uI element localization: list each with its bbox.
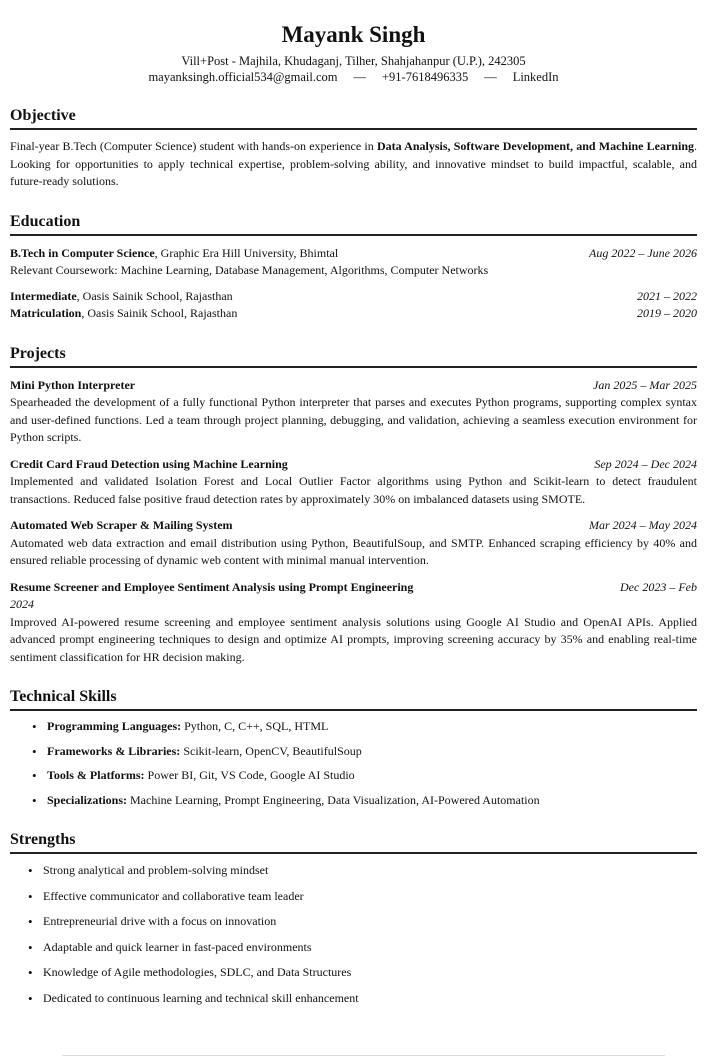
skill-item [10,792,697,810]
education-group [10,288,697,323]
skill-label: Programming Languages: [47,719,182,733]
section-strengths [10,830,697,1007]
degree-name: B.Tech in Computer Science [10,245,155,260]
project-date-wrapped: 2024 [10,597,34,611]
project-header-row [10,377,697,395]
project-date: Dec 2023 – Feb [620,579,697,594]
education-degree-line [10,305,237,323]
strength-item: • Entrepreneurial drive with a focus on innovation [10,913,697,931]
education-row [10,288,697,306]
education-row [10,245,697,263]
resume-header [10,22,697,85]
project-date: Sep 2024 – Dec 2024 [594,456,697,471]
institution-name: , Graphic Era Hill University, Bhimtal [154,245,339,260]
skill-values: Scikit-learn, OpenCV, BeautifulSoup [180,743,362,758]
section-objective [10,106,697,191]
project-item [10,456,697,509]
education-date: 2021 – 2022 [637,288,697,303]
project-header-row [10,456,697,474]
project-item [10,377,697,447]
project-description: Automated web data extraction and email distribution using Python, BeautifulSoup, and SMTP. Enhanced scraping efficiency by 40% and ensured reliable processing of dynamic web content with minimal manual intervention. [10,535,697,567]
section-title-education: Education [10,212,697,236]
separator-dash: — [353,70,366,84]
skill-values: Machine Learning, Prompt Engineering, Data Visualization, AI-Powered Automation [127,792,540,807]
section-title-technical-skills: Technical Skills [10,687,697,711]
separator-dash: — [484,70,497,84]
education-row [10,305,697,323]
objective-text-post: . Looking for opportunities to apply technical expertise, problem-solving ability, and innovative mindset to build impactful, scalable, and future-ready solutions. [10,139,698,188]
education-coursework: Relevant Coursework: Machine Learning, Database Management, Algorithms, Computer Networks [10,263,489,277]
project-item [10,517,697,570]
skill-values: Power BI, Git, VS Code, Google AI Studio [144,768,355,782]
strength-item: • Strong analytical and problem-solving mindset [10,862,697,880]
skill-label: Frameworks & Libraries: [47,743,181,758]
institution-name: , Oasis Sainik School, Rajasthan [81,306,238,320]
objective-text-bold: Data Analysis, Software Development, and Machine Learning [376,139,695,153]
education-degree-line [10,245,338,263]
project-description: Improved AI-powered resume screening and employee sentiment analysis solutions using Google AI Studio and OpenAI APIs. Applied advanced prompt engineering techniques to design and optimize AI prompts, improving screening accuracy by 35% and enabling real-time sentiment classification for HR decision making. [10,614,697,664]
skill-label: Tools & Platforms: [47,768,145,782]
phone-number[interactable]: +91-7618496335 [381,70,469,84]
section-technical-skills [10,687,697,809]
strength-item: • Effective communicator and collaborative team leader [10,888,697,906]
address-line: Vill+Post - Majhila, Khudaganj, Tilher, Shahjahanpur (U.P.), 242305 [181,54,526,68]
technical-skills-list [10,718,697,809]
section-title-strengths: Strengths [10,830,697,854]
skill-item [10,718,697,736]
contact-line [10,69,697,85]
skill-item [10,767,697,785]
strengths-list [10,862,697,1007]
email-link[interactable]: mayanksingh.official534@gmail.com [148,70,338,84]
page-bottom-divider [62,1055,665,1056]
strength-item: • Adaptable and quick learner in fast-paced environments [10,939,697,957]
skill-item [10,743,697,761]
degree-name: Matriculation [10,306,82,320]
linkedin-link[interactable]: LinkedIn [512,70,559,84]
section-title-projects: Projects [10,344,697,368]
project-description: Spearheaded the development of a fully functional Python interpreter that parses and executes Python programs, supporting complex syntax and user-defined functions. Led a team through project planning, debugging, and validation, achieving a seamless execution environment for Python scripts. [10,395,697,444]
project-title: Credit Card Fraud Detection using Machine Learning [10,456,288,471]
degree-name: Intermediate [10,288,77,303]
strength-item: • Dedicated to continuous learning and technical skill enhancement [10,990,697,1008]
candidate-name: Mayank Singh [281,22,426,47]
strength-item: • Knowledge of Agile methodologies, SDLC, and Data Structures [10,964,697,982]
institution-name: , Oasis Sainik School, Rajasthan [76,288,233,303]
project-item [10,579,697,667]
project-header-row [10,517,697,535]
section-education [10,212,697,323]
project-title: Automated Web Scraper & Mailing System [10,518,233,532]
objective-text [10,138,697,191]
project-title: Mini Python Interpreter [10,377,136,392]
project-header-row [10,579,697,597]
project-title: Resume Screener and Employee Sentiment Analysis using Prompt Engineering [10,579,414,594]
skill-label: Specializations: [47,792,127,807]
education-date: Aug 2022 – June 2026 [589,245,697,260]
project-date: Jan 2025 – Mar 2025 [593,377,697,392]
education-date: 2019 – 2020 [637,306,697,320]
education-degree-line [10,288,233,306]
education-item [10,245,697,280]
objective-text-pre: Final-year B.Tech (Computer Science) student with hands-on experience in [10,139,377,153]
project-description: Implemented and validated Isolation Forest and Local Outlier Factor algorithms using Python and Scikit-learn to detect fraudulent transactions. Reduced false positive fraud detection rates by approximately 30% on imbalanced datasets using SMOTE. [10,474,697,506]
section-title-objective: Objective [10,106,697,130]
project-date: Mar 2024 – May 2024 [589,518,697,532]
skill-values: Python, C, C++, SQL, HTML [181,719,329,733]
section-projects [10,344,697,667]
